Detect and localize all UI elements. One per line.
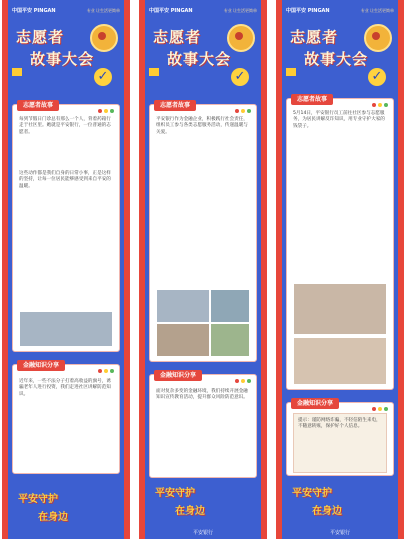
panel-background — [145, 0, 261, 539]
story-photo — [210, 323, 250, 357]
story-card-tag: 志愿者故事 — [17, 100, 59, 111]
medal-icon — [90, 24, 118, 52]
poster-panel-2 — [139, 0, 267, 539]
poster-panel-3 — [276, 0, 404, 539]
poster-panel-1 — [2, 0, 130, 539]
story-photo — [156, 323, 210, 357]
check-icon: ✓ — [231, 68, 249, 86]
hero-title-line2: 故事大会 — [304, 50, 369, 68]
panel-background — [8, 0, 124, 539]
finance-tip-box — [293, 413, 387, 473]
finance-card — [286, 402, 394, 476]
finance-card — [12, 364, 120, 474]
story-card-tag: 志愿者故事 — [154, 100, 196, 111]
story-photo — [210, 289, 250, 323]
story-card — [12, 104, 120, 352]
hero-title-line2: 故事大会 — [167, 50, 232, 68]
end-slogan-line1: 平安守护 — [292, 488, 332, 499]
footer-brand: 平安银行 — [282, 527, 398, 539]
hero-title-line1: 志愿者 — [153, 28, 202, 46]
story-card — [149, 104, 257, 362]
story-photo — [156, 289, 210, 323]
hero-title-line1: 志愿者 — [290, 28, 339, 46]
check-icon: ✓ — [94, 68, 112, 86]
finance-text: 提示：谨防网络诈骗，不轻信陌生来电，不随意转账，保护好个人信息。 — [298, 418, 381, 430]
finance-card-tag: 金融知识分享 — [291, 398, 339, 409]
end-slogan-line2: 在身边 — [175, 506, 205, 517]
story-text: 平安银行作为金融企业，积极践行社会责任，组织员工参与各类志愿服务活动，传递温暖与关爱。 — [156, 117, 248, 135]
hero-title-line1: 志愿者 — [16, 28, 65, 46]
medal-icon — [227, 24, 255, 52]
hero-title — [282, 18, 398, 96]
check-icon: ✓ — [368, 68, 386, 86]
window-dots-icon — [235, 109, 251, 113]
window-dots-icon — [235, 379, 251, 383]
flag-icon — [149, 68, 159, 76]
story-photo — [19, 311, 113, 347]
brand-bar — [8, 6, 124, 15]
finance-card — [149, 374, 257, 478]
window-dots-icon — [372, 103, 388, 107]
window-dots-icon — [98, 109, 114, 113]
window-dots-icon — [98, 369, 114, 373]
end-slogan-line2: 在身边 — [312, 506, 342, 517]
end-slogan-line1: 平安守护 — [155, 488, 195, 499]
medal-icon — [364, 24, 392, 52]
brand-logo-text: 中国平安 PINGAN — [12, 8, 56, 14]
end-slogan-line2: 在身边 — [38, 512, 68, 523]
finance-text: 近年来，一些不法分子打着高收益的旗号，诱骗老年人进行投资，我们走进社区讲解防范知识。 — [19, 379, 111, 397]
brand-bar — [282, 6, 398, 15]
footer-brand: 平安银行 — [145, 527, 261, 539]
story-photo — [293, 337, 387, 385]
finance-card-tag: 金融知识分享 — [17, 360, 65, 371]
finance-card-tag: 金融知识分享 — [154, 370, 202, 381]
panel-background — [282, 0, 398, 539]
hero-title — [145, 18, 261, 96]
end-slogan-line1: 平安守护 — [18, 494, 58, 505]
story-card-tag: 志愿者故事 — [291, 94, 333, 105]
story-text: 5月14日，平安银行员工前往社区参与志愿服务，为居民讲解反诈知识，用专业守护大家的钱袋子。 — [293, 111, 385, 129]
story-photo — [293, 283, 387, 335]
story-card — [286, 98, 394, 390]
brand-bar — [145, 6, 261, 15]
slogan-text: 专业 让生活更简单 — [86, 7, 120, 13]
story-text-2: 这些动作都是我们自身的日常小事，正是这样的坚持，让每一位居民能够感受到来自平安的温暖。 — [19, 171, 111, 189]
brand-logo-text: 中国平安 PINGAN — [286, 8, 330, 14]
story-text: 每到节假日门诊总有那么一个人，背着药箱行走于社区里。她就是平安银行，一位普通的志愿者。 — [19, 117, 111, 135]
flag-icon — [286, 68, 296, 76]
hero-title — [8, 18, 124, 96]
flag-icon — [12, 68, 22, 76]
slogan-text: 专业 让生活更简单 — [223, 7, 257, 13]
hero-title-line2: 故事大会 — [30, 50, 95, 68]
slogan-text: 专业 让生活更简单 — [360, 7, 394, 13]
window-dots-icon — [372, 407, 388, 411]
brand-logo-text: 中国平安 PINGAN — [149, 8, 193, 14]
finance-text: 面对复杂多变的金融环境，我们持续开展金融知识宣传教育活动，提升群众风险防范意识。 — [156, 389, 248, 401]
